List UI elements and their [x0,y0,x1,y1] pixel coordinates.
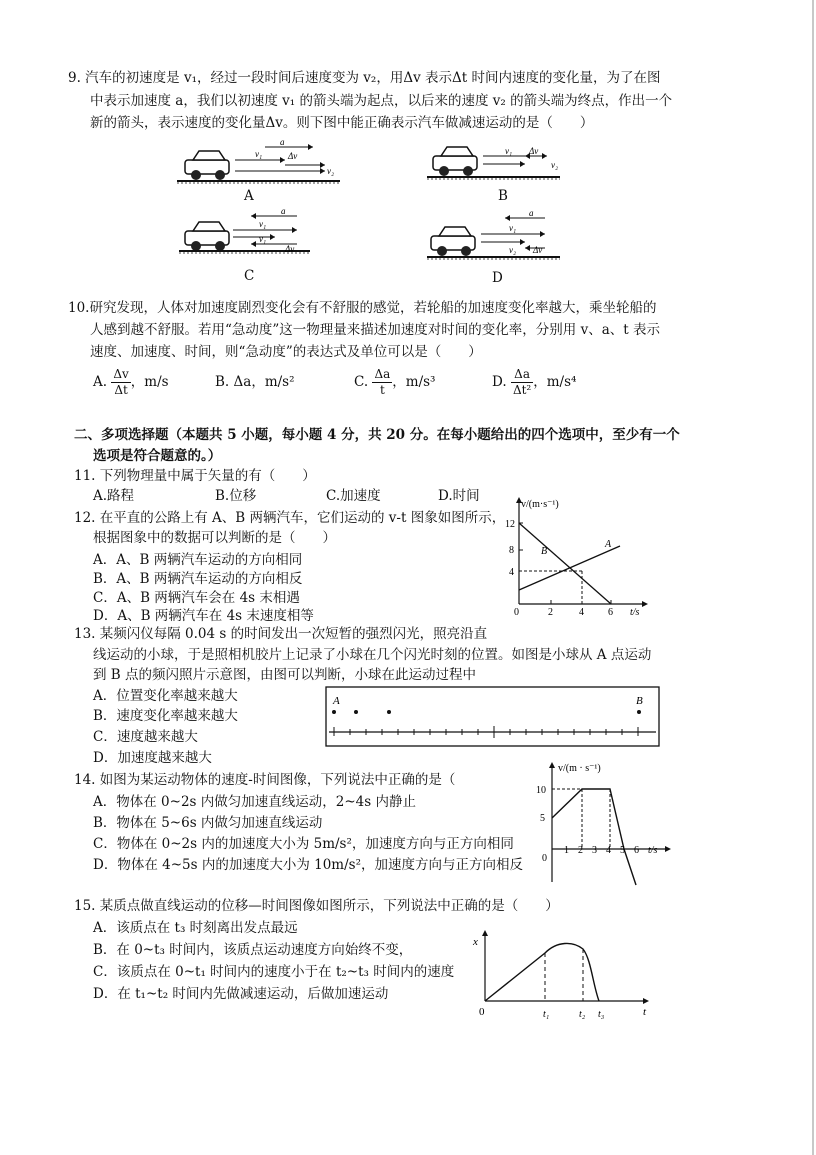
point-a-label: A [333,695,340,707]
y-tick-4: 4 [509,567,514,578]
q9d-label-v1: v₁ [509,223,517,233]
q13-option-c[interactable]: C．速度越来越大 [93,729,198,745]
q13-option-b[interactable]: B．速度变化率越来越大 [93,708,238,724]
q10-option-a[interactable] [93,367,169,398]
q9-figure-a [175,138,345,206]
fraction [511,367,533,398]
q9-figure-c-label: C [244,268,255,284]
q9a-label-v1: v₁ [255,149,263,159]
q14-option-a[interactable]: A．物体在 0~2s 内做匀加速直线运动，2~4s 内静止 [93,794,416,810]
q11-option-b[interactable]: B.位移 [215,488,257,504]
x-tick-t1: t₁ [543,1009,550,1020]
label-a: A [605,539,612,550]
q9-line-2: 中表示加速度 a，我们以初速度 v₁ 的箭头端为起点，以后来的速度 v₂ 的箭头端为终点，作出一个 [90,93,673,109]
q14-vt-graph [530,757,680,892]
q14-option-b[interactable]: B．物体在 5~6s 内做匀加速直线运动 [93,815,323,831]
section-2-heading-line-2: 选项是符合题意的。） [93,448,222,464]
q9-figure-d [425,206,565,262]
q15-option-d[interactable]: D．在 t₁~t₂ 时间内先做减速运动，后做加速运动 [93,986,389,1002]
q9d-label-dv: Δv [533,245,543,255]
line-b [519,523,611,604]
q9b-label-dv: Δv [529,146,539,156]
option-letter: A. [93,374,108,390]
x-axis-label: t/s [648,845,658,856]
y-tick-10: 10 [536,785,546,796]
flash-dot [637,710,641,714]
q12-line-1: 12. 在平直的公路上有 A、B 两辆汽车，它们运动的 v-t 图象如图所示， [74,510,506,526]
q9c-label-v1b: v₁ [259,234,267,244]
q10-line-1: 10.研究发现，人体对加速度剧烈变化会有不舒服的感觉，若轮船的加速度变化率越大，乘坐轮船的 [68,300,657,316]
q9d-label-v2: v₂ [509,245,517,255]
line-a [519,546,620,590]
numerator: Δa [374,367,391,381]
x-tick-4: 4 [579,607,584,618]
point-b-label: B [636,695,643,707]
flash-dot [332,710,336,714]
q13-line-2: 线运动的小球，于是照相机胶片上记录了小球在几个闪光时刻的位置。如图是小球从 A 点运动 [93,647,652,663]
q15-xt-graph [465,925,665,1025]
x-tick-2: 2 [578,845,583,856]
q11-option-d[interactable]: D.时间 [438,488,480,504]
option-letter: C. [354,374,369,390]
option-text: Δa，m/s² [233,374,295,390]
y-axis-label: x [473,936,478,948]
vt-line [552,789,636,885]
q9c-label-dv: Δv [285,244,295,254]
x-tick-4: 4 [606,845,611,856]
flash-dot [354,710,358,714]
q15-stem: 15. 某质点做直线运动的位移—时间图像如图所示，下列说法中正确的是（ ） [74,898,559,914]
q9-line-3: 新的箭头，表示速度的变化量Δv。则下图中能正确表示汽车做减速运动的是（ ） [90,115,594,131]
q11-option-c[interactable]: C.加速度 [326,488,381,504]
x-tick-5: 5 [620,845,625,856]
q9b-label-v1: v₁ [505,146,513,156]
denominator: t [379,383,385,397]
q13-option-a[interactable]: A．位置变化率越来越大 [93,688,238,704]
x-tick-2: 2 [548,607,553,618]
x-tick-6: 6 [608,607,613,618]
q13-line-3: 到 B 点的频闪照片示意图，由图可以判断，小球在此运动过程中 [93,667,477,683]
x-tick-t3: t₃ [598,1009,605,1020]
option-unit: ，m/s [130,374,169,390]
q9-figure-d-label: D [492,270,503,286]
car-icon [185,151,229,180]
x-tick-t2: t₂ [579,1009,586,1020]
q9a-label-a: a [280,138,285,147]
q10-option-d[interactable] [492,367,576,398]
option-unit: ，m/s⁴ [533,374,577,390]
q12-option-a[interactable]: A．A、B 两辆汽车运动的方向相同 [93,552,303,568]
q12-vt-graph [505,494,655,618]
q15-option-a[interactable]: A．该质点在 t₃ 时刻离出发点最远 [93,920,298,936]
q11-stem: 11. 下列物理量中属于矢量的有（ ） [74,468,316,484]
numerator: Δv [113,367,129,381]
origin-label: 0 [514,607,519,618]
q10-line-3: 速度、加速度、时间，则“急动度”的表达式及单位可以是（ ） [90,344,482,360]
denominator: Δt² [512,383,532,397]
y-axis-label: v/(m · s⁻¹) [558,763,601,774]
origin-label: 0 [479,1006,485,1018]
fraction [111,367,130,398]
flash-dot [387,710,391,714]
y-tick-8: 8 [509,545,514,556]
q9-figure-c [175,206,315,256]
q9b-label-v2: v₂ [551,160,559,170]
denominator: Δt [114,383,128,397]
car-icon [433,147,477,176]
q13-option-d[interactable]: D．加速度越来越大 [93,750,212,766]
option-unit: ，m/s³ [392,374,436,390]
q9c-label-a: a [281,206,286,216]
label-b: B [541,546,548,557]
y-tick-5: 5 [540,813,545,824]
xt-curve [485,943,599,1001]
q13-strobe-figure [325,686,661,748]
q9a-label-dv: Δv [288,151,298,161]
option-letter: D. [492,374,507,390]
option-letter: B. [215,374,230,390]
fraction [372,367,392,398]
q12-line-2: 根据图象中的数据可以判断的是（ ） [93,530,336,546]
x-tick-3: 3 [592,845,597,856]
q12-option-c[interactable]: C．A、B 两辆汽车会在 4s 末相遇 [93,590,300,606]
x-axis-label: t [643,1006,647,1018]
section-2-heading: 二、多项选择题（本题共 5 小题，每小题 4 分，共 20 分。在每小题给出的四个选项中，至少有一个 [74,427,680,443]
car-icon [431,227,475,256]
origin-label: 0 [542,853,547,864]
q15-option-c[interactable]: C．该质点在 0~t₁ 时间内的速度小于在 t₂~t₃ 时间内的速度 [93,964,455,980]
page-edge-shadow [812,0,814,1155]
q9a-label-v2: v₂ [327,166,335,176]
q11-option-a[interactable]: A.路程 [93,488,135,504]
q9-figure-a-label: A [244,188,254,204]
x-axis-label: t/s [630,607,640,618]
q14-stem: 14. 如图为某运动物体的速度-时间图像，下列说法中正确的是（ [74,772,456,788]
q9d-label-a: a [529,208,534,218]
q9c-label-v1: v₁ [259,219,267,229]
x-tick-6: 6 [634,845,639,856]
q14-option-c[interactable]: C．物体在 0~2s 内的加速度大小为 5m/s²，加速度方向与正方向相同 [93,836,514,852]
q9-figure-b [425,142,565,182]
car-icon [185,222,229,251]
y-tick-12: 12 [505,519,515,530]
q9-figure-b-label: B [498,188,508,204]
q13-line-1: 13. 某频闪仪每隔 0.04 s 的时间发出一次短暂的强烈闪光，照亮沿直 [74,626,488,642]
q9-line-1: 9. 汽车的初速度是 v₁，经过一段时间后速度变为 v₂，用Δv 表示Δt 时间内速度的变化量，为了在图 [68,70,661,86]
q10-line-2: 人感到越不舒服。若用“急动度”这一物理量来描述加速度对时间的变化率，分别用 v、a、t 表示 [90,322,660,338]
q14-option-d[interactable]: D．物体在 4~5s 内的加速度大小为 10m/s²，加速度方向与正方向相反 [93,857,523,873]
y-axis-label: v/(m·s⁻¹) [521,499,559,510]
q15-option-b[interactable]: B．在 0~t₃ 时间内，该质点运动速度方向始终不变， [93,942,413,958]
q10-option-c[interactable] [354,367,435,398]
q12-option-b[interactable]: B．A、B 两辆汽车运动的方向相反 [93,571,303,587]
q10-option-b[interactable] [215,372,295,392]
numerator: Δa [511,367,533,383]
x-tick-1: 1 [564,845,569,856]
q12-option-d[interactable]: D．A、B 两辆汽车在 4s 末速度相等 [93,608,314,624]
